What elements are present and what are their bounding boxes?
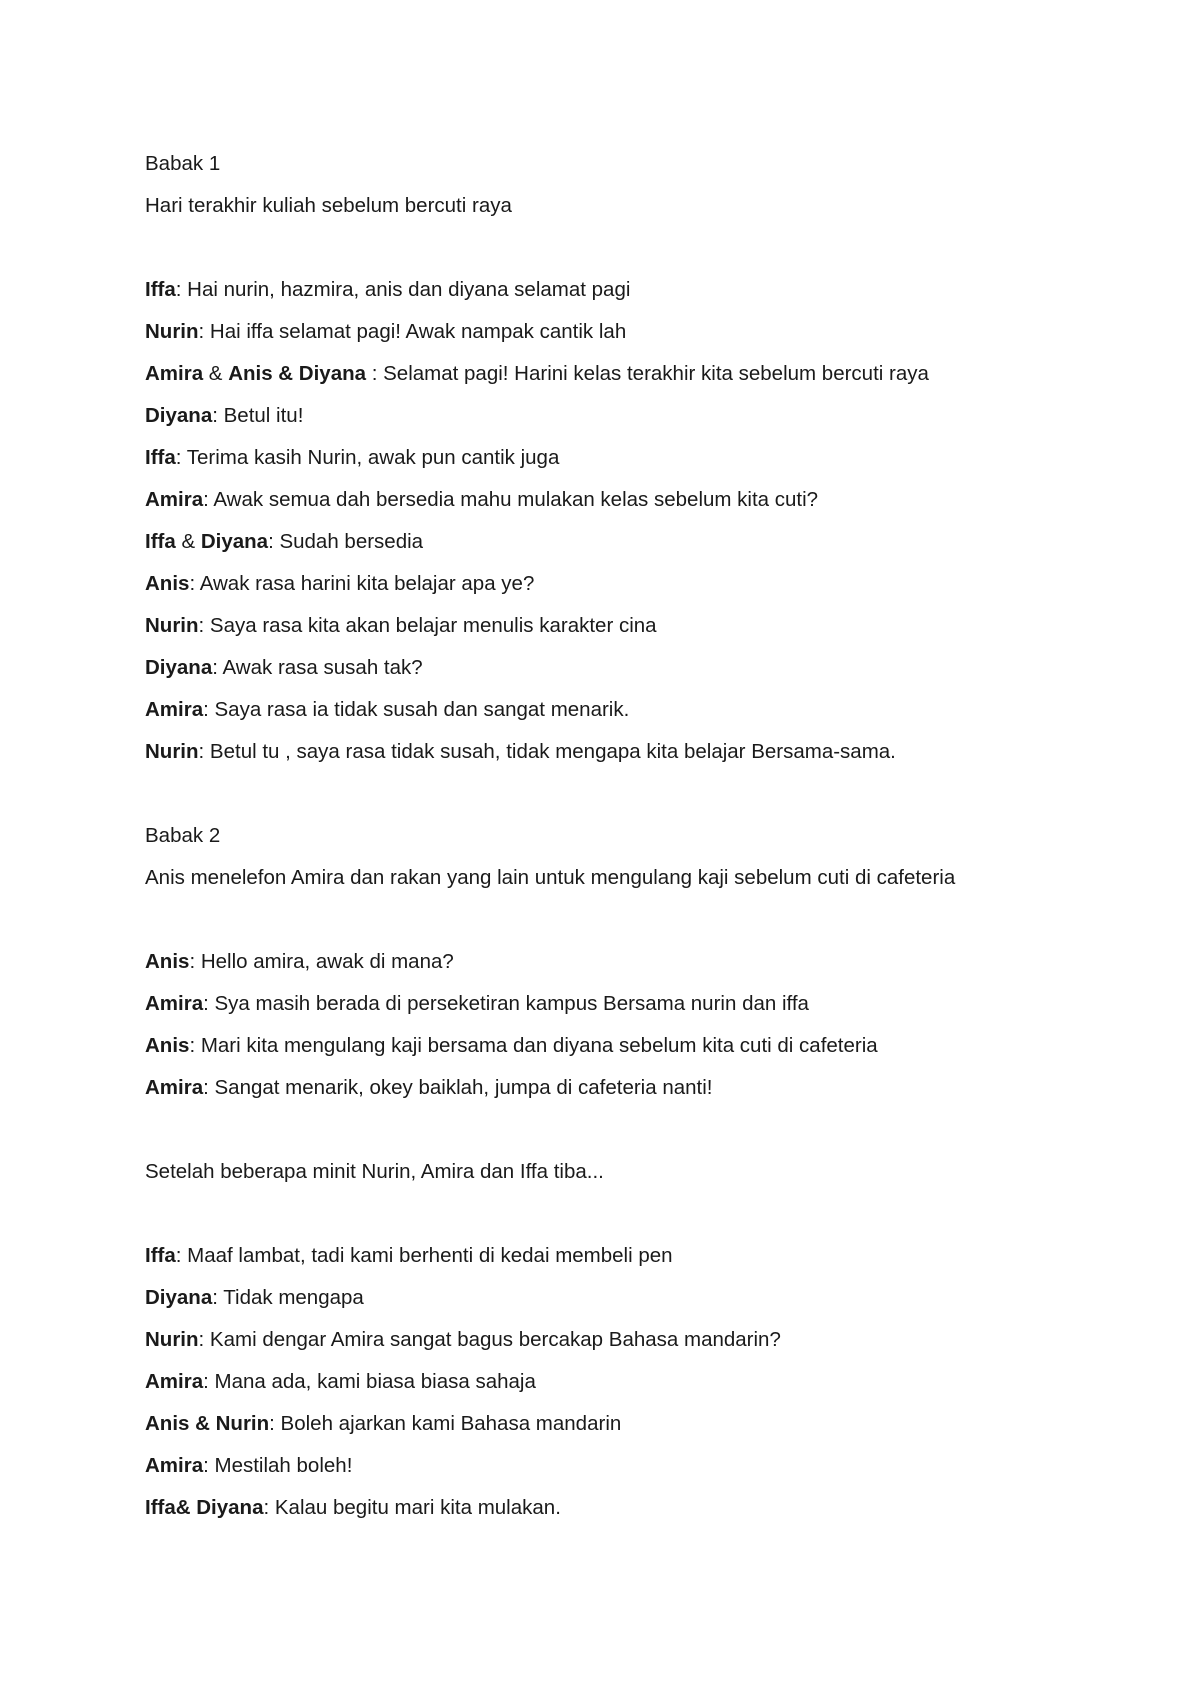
scene-1-setting: Hari terakhir kuliah sebelum bercuti raya — [145, 194, 512, 217]
dialogue-line — [145, 689, 1145, 731]
scene-2-dialogue-part-2 — [145, 1235, 1145, 1529]
dialogue-line — [145, 941, 1145, 983]
dialogue-line — [145, 605, 1145, 647]
speaker-name: Amira — [145, 992, 204, 1015]
blank-line — [145, 1193, 1145, 1235]
dialogue-text: : Kalau begitu mari kita mulakan. — [263, 1496, 561, 1519]
dialogue-line — [145, 983, 1145, 1025]
scene-2-heading: Babak 2 — [145, 824, 221, 847]
dialogue-text: : Mana ada, kami biasa biasa sahaja — [203, 1370, 536, 1393]
dialogue-line — [145, 731, 1145, 773]
dialogue-line — [145, 1445, 1145, 1487]
dialogue-text: : Awak rasa harini kita belajar apa ye? — [189, 572, 535, 595]
dialogue-text: : Mari kita mengulang kaji bersama dan diyana sebelum kita cuti di cafeteria — [189, 1034, 878, 1057]
dialogue-text: : Kami dengar Amira sangat bagus bercakap Bahasa mandarin? — [198, 1328, 781, 1351]
speaker-name: Iffa — [145, 530, 176, 553]
speaker-name: Anis — [145, 950, 190, 973]
speaker-name: Amira — [145, 1454, 204, 1477]
speaker-name: Diyana — [145, 404, 213, 427]
dialogue-line — [145, 437, 1145, 479]
scene-1-heading: Babak 1 — [145, 152, 221, 175]
speaker-name: Iffa& Diyana — [145, 1496, 264, 1519]
speaker-name: Iffa — [145, 446, 176, 469]
dialogue-text: : Awak semua dah bersedia mahu mulakan kelas sebelum kita cuti? — [203, 488, 819, 511]
blank-line — [145, 1109, 1145, 1151]
dialogue-text: & — [203, 362, 229, 385]
speaker-name: Nurin — [145, 1328, 199, 1351]
speaker-name: Amira — [145, 1370, 204, 1393]
dialogue-line — [145, 1025, 1145, 1067]
dialogue-line — [145, 1361, 1145, 1403]
dialogue-line — [145, 1319, 1145, 1361]
speaker-name: Nurin — [145, 320, 199, 343]
scene-1-dialogue — [145, 269, 1145, 773]
scene-2-setting: Anis menelefon Amira dan rakan yang lain untuk mengulang kaji sebelum cuti di cafeteria — [145, 866, 956, 889]
dialogue-text: : Selamat pagi! Harini kelas terakhir kita sebelum bercuti raya — [366, 362, 929, 385]
speaker-name: Amira — [145, 488, 204, 511]
speaker-name: Nurin — [145, 614, 199, 637]
dialogue-text: : Mestilah boleh! — [203, 1454, 353, 1477]
dialogue-text: & — [175, 530, 201, 553]
speaker-name: Anis & Nurin — [145, 1412, 270, 1435]
speaker-name: Anis — [145, 1034, 190, 1057]
dialogue-line — [145, 395, 1145, 437]
blank-line — [145, 899, 1145, 941]
dialogue-text: : Hai nurin, hazmira, anis dan diyana selamat pagi — [175, 278, 631, 301]
dialogue-text: : Sya masih berada di perseketiran kampus Bersama nurin dan iffa — [203, 992, 809, 1015]
speaker-name: Iffa — [145, 1244, 176, 1267]
dialogue-line — [145, 479, 1145, 521]
dialogue-line — [145, 1403, 1145, 1445]
blank-line — [145, 227, 1145, 269]
speaker-name: Amira — [145, 362, 204, 385]
dialogue-text: : Sangat menarik, okey baiklah, jumpa di cafeteria nanti! — [203, 1076, 713, 1099]
scene-2-dialogue-part-1 — [145, 941, 1145, 1109]
dialogue-line — [145, 353, 1145, 395]
dialogue-line — [145, 1277, 1145, 1319]
narration: Setelah beberapa minit Nurin, Amira dan Iffa tiba... — [145, 1160, 604, 1183]
speaker-name: Diyana — [200, 530, 269, 553]
dialogue-line — [145, 563, 1145, 605]
blank-line — [145, 773, 1145, 815]
dialogue-text: : Saya rasa kita akan belajar menulis karakter cina — [198, 614, 657, 637]
speaker-name: Anis & Diyana — [228, 362, 367, 385]
dialogue-line — [145, 1487, 1145, 1529]
dialogue-text: : Awak rasa susah tak? — [212, 656, 423, 679]
speaker-name: Iffa — [145, 278, 176, 301]
dialogue-text: : Sudah bersedia — [268, 530, 424, 553]
dialogue-line — [145, 647, 1145, 689]
dialogue-line — [145, 1067, 1145, 1109]
speaker-name: Amira — [145, 1076, 204, 1099]
dialogue-line — [145, 269, 1145, 311]
speaker-name: Anis — [145, 572, 190, 595]
dialogue-line — [145, 311, 1145, 353]
dialogue-text: : Betul itu! — [212, 404, 304, 427]
document-body — [145, 143, 1145, 1529]
dialogue-text: : Betul tu , saya rasa tidak susah, tidak mengapa kita belajar Bersama-sama. — [198, 740, 896, 763]
speaker-name: Diyana — [145, 1286, 213, 1309]
dialogue-line — [145, 521, 1145, 563]
dialogue-text: : Maaf lambat, tadi kami berhenti di kedai membeli pen — [175, 1244, 673, 1267]
dialogue-text: : Boleh ajarkan kami Bahasa mandarin — [269, 1412, 622, 1435]
dialogue-text: : Saya rasa ia tidak susah dan sangat menarik. — [203, 698, 630, 721]
dialogue-line — [145, 1235, 1145, 1277]
dialogue-text: : Hello amira, awak di mana? — [189, 950, 454, 973]
speaker-name: Amira — [145, 698, 204, 721]
speaker-name: Diyana — [145, 656, 213, 679]
dialogue-text: : Terima kasih Nurin, awak pun cantik juga — [175, 446, 560, 469]
dialogue-text: : Tidak mengapa — [212, 1286, 364, 1309]
dialogue-text: : Hai iffa selamat pagi! Awak nampak cantik lah — [198, 320, 627, 343]
speaker-name: Nurin — [145, 740, 199, 763]
